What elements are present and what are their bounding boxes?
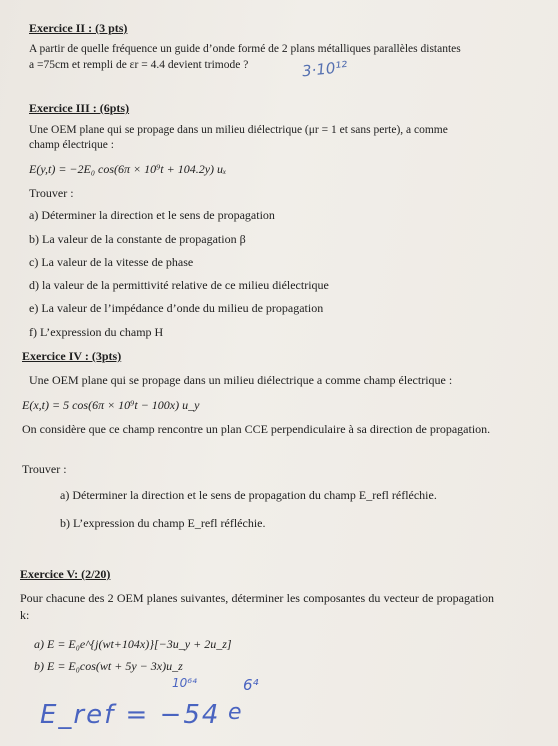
ex3-intro2: champ électrique : <box>29 139 114 151</box>
ex5-item-b: b) E = E₀cos(wt + 5y − 3x)u_z <box>34 659 183 673</box>
ex3-item-f: f) L’expression du champ H <box>29 325 164 339</box>
ex2-line2: a =75cm et rempli de εr = 4.4 devient trimode ? <box>29 59 249 71</box>
ex3-item-a: a) Déterminer la direction et le sens de propagation <box>29 208 275 222</box>
handwritten-note-mid: 10⁶⁴ <box>172 676 197 690</box>
handwritten-note-top: 3·10¹² <box>301 57 349 81</box>
ex5-item-a: a) E = E₀e^{j(wt+104x)}[−3u_y + 2u_z] <box>34 637 232 651</box>
ex3-prompt: Trouver : <box>29 186 74 200</box>
ex3-item-e: e) La valeur de l’impédance d’onde du milieu de propagation <box>29 301 324 315</box>
ex3-item-c: c) La valeur de la vitesse de phase <box>29 255 194 269</box>
ex4-title: Exercice IV : (3pts) <box>22 349 122 363</box>
ex4-prompt: Trouver : <box>22 462 67 476</box>
ex3-item-b: b) La valeur de la constante de propagation β <box>29 232 246 246</box>
handwritten-note-bottom: E_ref = −54 <box>40 700 221 730</box>
ex5-title: Exercice V: (2/20) <box>20 567 111 581</box>
ex4-intro: Une OEM plane qui se propage dans un milieu diélectrique a comme champ électrique : <box>29 373 453 387</box>
handwritten-note-bottom-right: e <box>228 700 242 725</box>
ex5-paragraph: Pour chacune des 2 OEM planes suivantes, déterminer les composantes du vecteur de propagation k: <box>20 591 494 622</box>
ex3-equation: E(y,t) = −2E₀ cos(6π × 10⁹t + 104.2y) uₓ <box>29 162 227 176</box>
ex2-title: Exercice II : (3 pts) <box>29 21 128 35</box>
ex4-equation: E(x,t) = 5 cos(6π × 10⁹t − 100x) u_y <box>22 398 200 412</box>
ex4-paragraph: On considère que ce champ rencontre un plan CCE perpendiculaire à sa direction de propagation. <box>22 422 491 436</box>
ex3-intro1: Une OEM plane qui se propage dans un milieu diélectrique (μr = 1 et sans perte), a comme <box>29 124 448 136</box>
ex4-item-b: b) L’expression du champ E_refl réfléchie. <box>60 516 266 530</box>
handwritten-note-right: 6⁴ <box>243 676 259 694</box>
ex3-item-d: d) la valeur de la permittivité relative de ce milieu diélectrique <box>29 278 329 292</box>
ex2-line1: A partir de quelle fréquence un guide d’onde formé de 2 plans métalliques parallèles distantes <box>29 43 461 55</box>
ex3-title: Exercice III : (6pts) <box>29 101 130 115</box>
ex4-item-a: a) Déterminer la direction et le sens de propagation du champ E_refl réfléchie. <box>60 488 437 502</box>
